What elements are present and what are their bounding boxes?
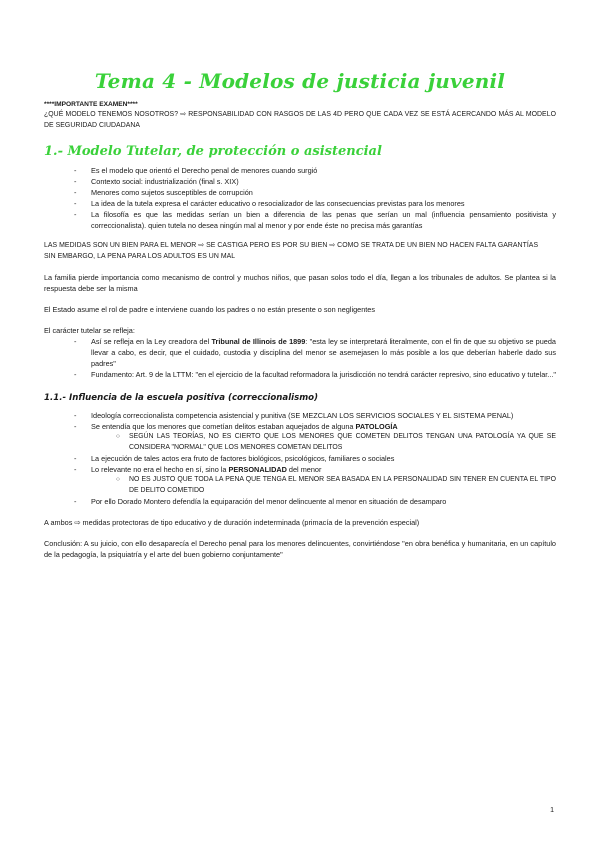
list-item: - Así se refleja en la Ley creadora del Tribunal de Illinois de 1899: "esta ley se interpretará literalmente, con el fin de que su objetivo se pueda llevar a cabo, es decir, que el cuidado, custodia y disciplina del menor se asemejasen lo más posible a los que deberían haberle dado sus padres" xyxy=(74,336,556,369)
list-item: - La ejecución de tales actos era fruto de factores biológicos, psicológicos, familiares o sociales xyxy=(74,453,556,464)
paragraph-state: El Estado asume el rol de padre e interviene cuando los padres o no están presente o son negligentes xyxy=(44,305,376,314)
list-item: - Por ello Dorado Montero defendía la equiparación del menor delincuente al menor en situación de desamparo xyxy=(74,496,556,507)
paragraph-ambos: A ambos ⇨ medidas protectoras de tipo educativo y de duración indeterminada (primacía de la prevención especial) xyxy=(44,518,420,527)
page-title: Tema 4 - Modelos de justicia juvenil xyxy=(94,69,506,93)
list-item: - Es el modelo que orientó el Derecho penal de menores cuando surgió xyxy=(74,165,556,176)
sub-list-item: ○ SEGÚN LAS TEORÍAS, NO ES CIERTO QUE LOS MENORES QUE COMETEN DELITOS TENGAN UNA PATOLOGÍA YA QUE SE CONSIDERA "NORMAL" QUE LOS MENORES COMETAN DELITOS xyxy=(116,432,556,453)
sub-list-item: ○ NO ES JUSTO QUE TODA LA PENA QUE TENGA EL MENOR SEA BASADA EN LA PERSONALIDAD SIN TENER EN CUENTA EL TIPO DE DELITO COMETIDO xyxy=(116,475,556,496)
list-item: - La filosofía es que las medidas serían un bien a diferencia de las penas que serían un mal (influencia pensamiento positivista y correccionalista). quien tutela no desea ningún mal al menor y por ende éste no precisa más garantías xyxy=(74,209,556,231)
section-1-list xyxy=(44,165,556,231)
paragraph-conclusion: Conclusión: A su juicio, con ello desaparecía el Derecho penal para los menores delincuentes, convirtiéndose "en obra benéfica y humanitaria, en un capítulo de la pedagogía, la psiquiatría y el arte del buen gobierno conjuntamente" xyxy=(44,539,556,559)
list-item: - Ideología correccionalista competencia asistencial y punitiva (SE MEZCLAN LOS SERVICIOS SOCIALES Y EL SISTEMA PENAL) xyxy=(74,410,556,421)
important-note: ****IMPORTANTE EXAMEN**** xyxy=(44,101,138,108)
caps-statement-1: LAS MEDIDAS SON UN BIEN PARA EL MENOR ⇨ SE CASTIGA PERO ES POR SU BIEN ⇨ COMO SE TRATA DE UN BIEN NO HACEN FALTA GARANTÍAS xyxy=(44,242,539,249)
reflect-list xyxy=(44,336,556,380)
page-content xyxy=(44,68,556,560)
list-item: - Menores como sujetos susceptibles de corrupción xyxy=(74,187,556,198)
section-1-heading: 1.- Modelo Tutelar, de protección o asistencial xyxy=(44,144,382,159)
sub-list xyxy=(91,475,556,496)
caps-statement-2: SIN EMBARGO, LA PENA PARA LOS ADULTOS ES UN MAL xyxy=(44,252,236,260)
list-item: - Lo relevante no era el hecho en sí, sino la PERSONALIDAD del menor ○ NO ES JUSTO QUE TODA LA PENA QUE TENGA EL MENOR SEA BASADA EN LA PERSONALIDAD SIN TENER EN CUENTA EL TIPO DE DELITO COMETIDO xyxy=(74,464,556,496)
list-item: - La idea de la tutela expresa el carácter educativo o resocializador de las consecuencias previstas para los menores xyxy=(74,198,556,209)
list-item: - Fundamento: Art. 9 de la LTTM: "en el ejercicio de la facultad reformadora la jurisdicción no tendrá carácter represivo, sino educativo y tutelar..." xyxy=(74,369,556,380)
section-1-1-list xyxy=(44,410,556,507)
section-1-1-heading: 1.1.- Influencia de la escuela positiva (correccionalismo) xyxy=(44,393,318,403)
list-item: - Se entendía que los menores que cometían delitos estaban aquejados de alguna PATOLOGÍA ○ SEGÚN LAS TEORÍAS, NO ES CIERTO QUE LOS MENORES QUE COMETEN DELITOS TENGAN UNA PATOLOGÍA YA QUE SE CONSIDERA "NORMAL" QUE LOS MENORES COMETAN DELITOS xyxy=(74,421,556,453)
intro-question: ¿QUÉ MODELO TENEMOS NOSOTROS? ⇨ RESPONSABILIDAD CON RASGOS DE LAS 4D PERO QUE CADA VEZ SE ESTÁ ACERCANDO MÁS AL MODELO DE SEGURIDAD CIUDADANA xyxy=(44,111,556,129)
paragraph-reflect: El carácter tutelar se refleja: xyxy=(44,326,135,335)
list-item: - Contexto social: industrialización (final s. XIX) xyxy=(74,176,556,187)
page-number: 1 xyxy=(550,807,554,814)
paragraph-family: La familia pierde importancia como mecanismo de control y muchos niños, que pasan solos todo el día, llegan a los tribunales de adultos. Se plantea si la respuesta debe ser la misma xyxy=(44,273,556,293)
sub-list xyxy=(91,432,556,453)
